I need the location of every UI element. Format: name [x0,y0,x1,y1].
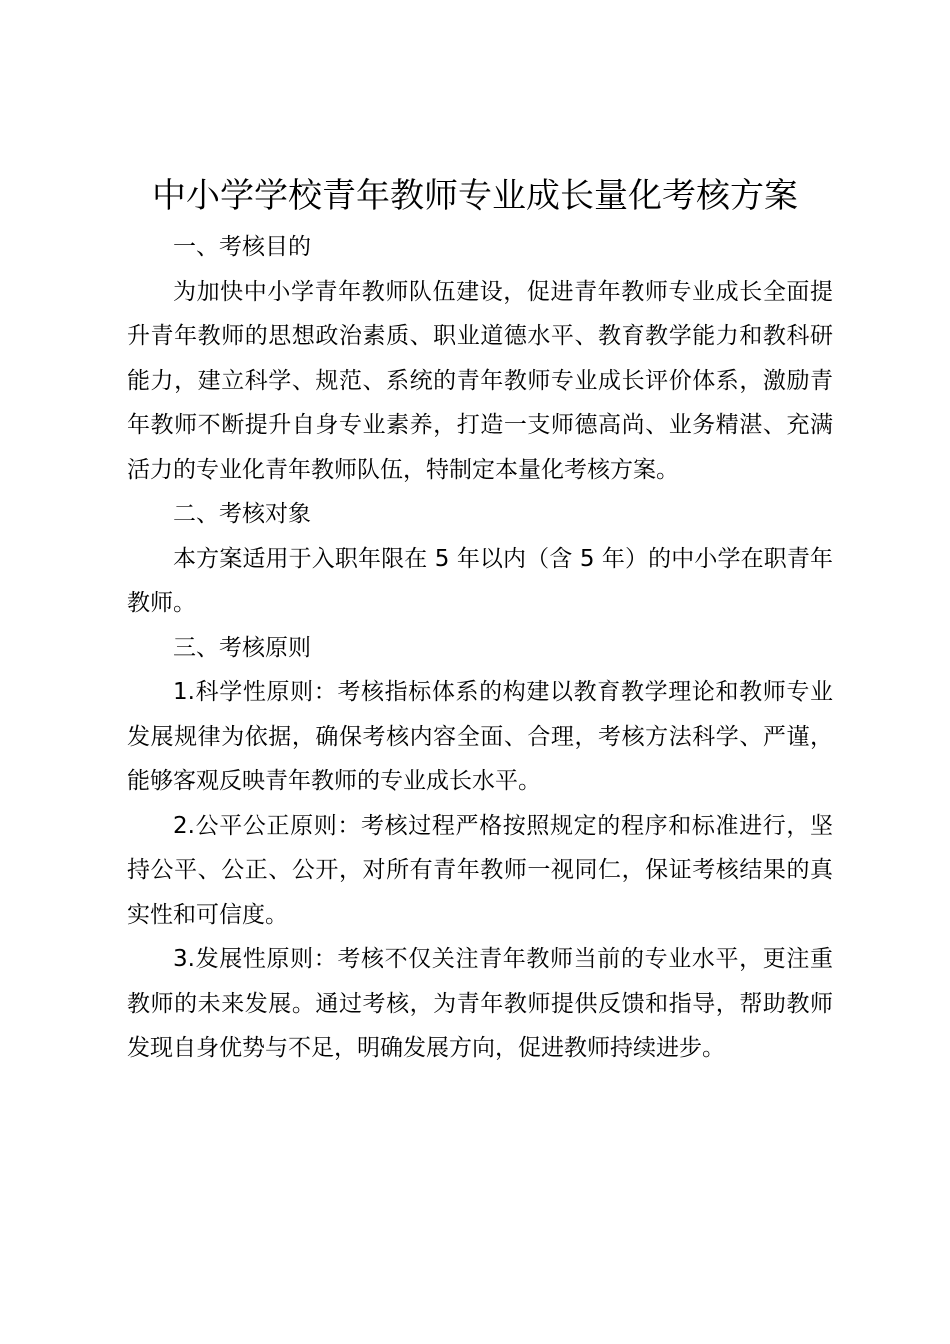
paragraph-principle-scientific: 1.科学性原则：考核指标体系的构建以教育教学理论和教师专业发展规律为依据，确保考核内容全面、合理，考核方法科学、严谨，能够客观反映青年教师的专业成长水平。 [127,679,833,794]
section-heading-target: 二、考核对象 [173,501,311,527]
paragraph-principle-fairness: 2.公平公正原则：考核过程严格按照规定的程序和标准进行，坚持公平、公正、公开，对所有青年教师一视同仁，保证考核结果的真实性和可信度。 [127,812,833,928]
document-body [127,225,833,1071]
paragraph-principle-development: 3.发展性原则：考核不仅关注青年教师当前的专业水平，更注重教师的未来发展。通过考核，为青年教师提供反馈和指导，帮助教师发现自身优势与不足，明确发展方向，促进教师持续进步。 [127,946,833,1061]
section-heading-purpose: 一、考核目的 [173,234,311,260]
section-heading-principles: 三、考核原则 [173,634,311,661]
paragraph-target: 本方案适用于入职年限在 5 年以内（含 5 年）的中小学在职青年教师。 [127,545,833,616]
paragraph-purpose: 为加快中小学青年教师队伍建设，促进青年教师专业成长全面提升青年教师的思想政治素质、职业道德水平、教育教学能力和教科研能力，建立科学、规范、系统的青年教师专业成长评价体系，激励青年教师不断提升自身专业素养，打造一支师德高尚、业务精湛、充满活力的专业化青年教师队伍，特制定本量化考核方案。 [127,278,833,483]
document-title: 中小学学校青年教师专业成长量化考核方案 [152,176,798,216]
